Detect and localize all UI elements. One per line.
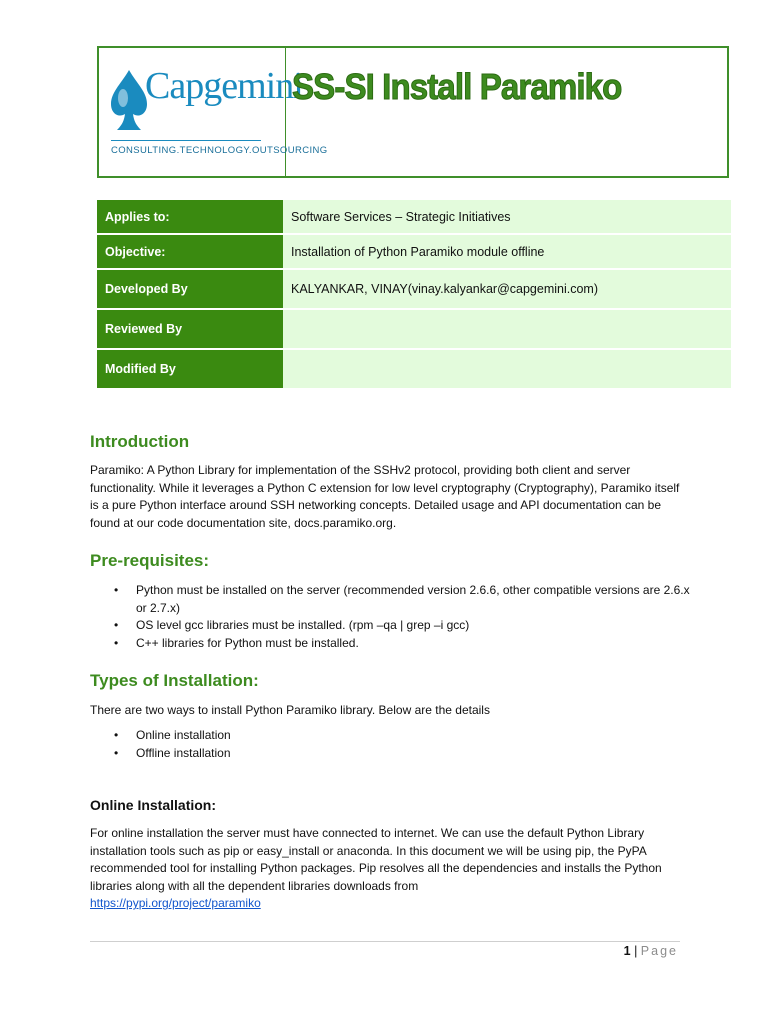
list-item: • Python must be installed on the server (recommended version 2.6.6, other compatible versions are 2.6.x or 2.7.x) [90,582,690,617]
page-label: Page [640,944,678,958]
title-cell [286,48,727,176]
meta-row-developed-by [97,270,731,308]
prerequisites-heading: Pre-requisites: [90,551,210,570]
online-text-body: For online installation the server must have connected to internet. We can use the default Python Library installation tools such as pip or easy_install or anaconda. In this document we will be using pip, the PyPA recommended tool for installing Python packages. Pip resolves all the dependencies and installs the Python libraries along with all the dependent libraries downloads from [90,826,662,893]
page-number: 1 [623,944,631,958]
list-item: • C++ libraries for Python must be installed. [90,635,690,653]
meta-value: Software Services – Strategic Initiatives [283,200,731,233]
meta-label: Modified By [97,350,283,388]
meta-label: Reviewed By [97,310,283,348]
types-heading: Types of Installation: [90,671,259,690]
meta-row-objective [97,235,731,268]
logo-divider [111,140,261,141]
footer-divider [90,941,680,942]
list-item: • Offline installation [90,745,690,763]
meta-label: Objective: [97,235,283,268]
types-list [90,727,690,762]
introduction-heading: Introduction [90,432,190,451]
logo-wordmark: Capgemini [145,65,303,107]
meta-row-reviewed-by [97,310,731,348]
meta-row-modified-by [97,350,731,388]
document-title: SS-SI Install Paramiko [292,66,622,107]
document-header [97,46,729,178]
meta-label: Developed By [97,270,283,308]
list-item: • Online installation [90,727,690,745]
prerequisites-list [90,582,690,652]
meta-value: KALYANKAR, VINAY(vinay.kalyankar@capgemini.com) [283,270,731,308]
footer-separator: | [634,944,638,958]
list-item: • OS level gcc libraries must be installed. (rpm –qa | grep –i gcc) [90,617,690,635]
logo-tagline: CONSULTING.TECHNOLOGY.OUTSOURCING [111,145,328,156]
pypi-paramiko-link[interactable]: https://pypi.org/project/paramiko [90,896,261,910]
meta-value: Installation of Python Paramiko module offline [283,235,731,268]
spade-icon [109,68,149,132]
meta-label: Applies to: [97,200,283,233]
document-metadata-table [97,198,731,390]
introduction-text: Paramiko: A Python Library for implementation of the SSHv2 protocol, providing both client and server functionality. While it leverages a Python C extension for low level cryptography (Cryptography), Paramiko itself is a pure Python interface around SSH networking concepts. Detailed usage and API documentation can be found at our code documentation site, docs.paramiko.org. [90,463,680,530]
meta-value [283,350,731,388]
company-logo [99,48,328,176]
meta-value [283,310,731,348]
meta-row-applies-to [97,200,731,233]
online-installation-heading: Online Installation: [90,797,217,813]
page-footer [624,944,678,958]
online-installation-text [90,825,680,913]
types-text: There are two ways to install Python Paramiko library. Below are the details [90,703,490,717]
